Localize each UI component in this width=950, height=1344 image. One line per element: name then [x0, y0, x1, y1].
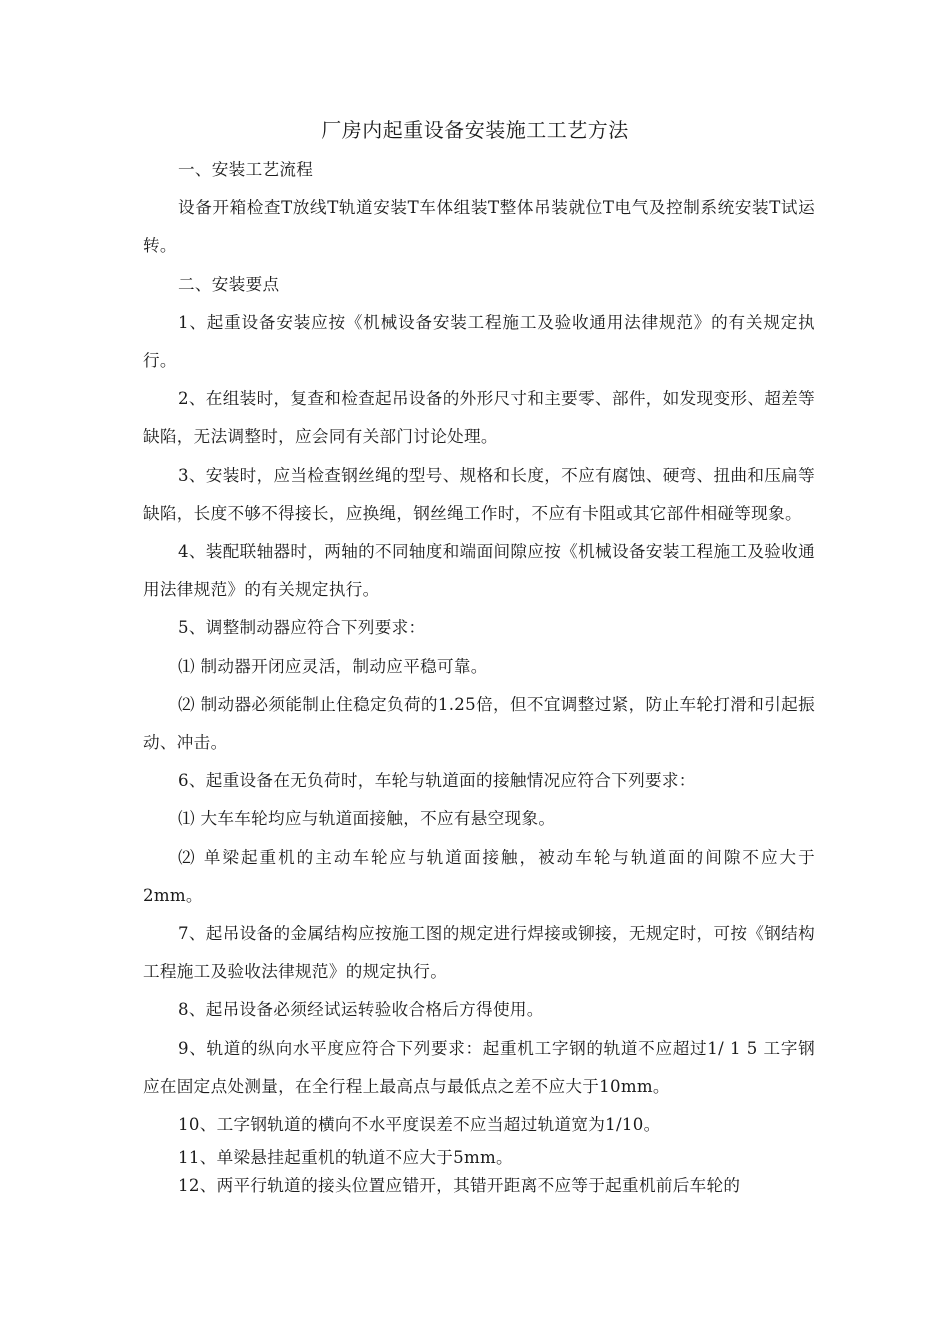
- paragraph-item-9: 9、轨道的纵向水平度应符合下列要求：起重机工字钢的轨道不应超过1/ 1 5 工字钢应在固定点处测量，在全行程上最高点与最低点之差不应大于10mm。: [143, 1038, 815, 1096]
- document-title: 厂房内起重设备安装施工工艺方法: [321, 118, 629, 142]
- paragraph-item-5: 5、调整制动器应符合下列要求：: [178, 618, 426, 638]
- section-heading-process: 一、安装工艺流程: [178, 160, 314, 179]
- section-heading-key-points: 二、安装要点: [178, 274, 280, 294]
- paragraph-item-11: 11、单梁悬挂起重机的轨道不应大于5mm。: [178, 1148, 513, 1168]
- paragraph-item-6-sub-2: ⑵ 单梁起重机的主动车轮应与轨道面接触，被动车轮与轨道面的间隙不应大于2mm。: [143, 847, 815, 905]
- paragraph-item-4: 4、装配联轴器时，两轴的不同轴度和端面间隙应按《机械设备安装工程施工及验收通用法律规范》的有关规定执行。: [143, 542, 815, 600]
- paragraph-item-6-sub-1: ⑴ 大车车轮均应与轨道面接触，不应有悬空现象。: [178, 809, 556, 829]
- paragraph-item-7: 7、起吊设备的金属结构应按施工图的规定进行焊接或铆接，无规定时，可按《钢结构工程施工及验收法律规范》的规定执行。: [143, 924, 815, 982]
- paragraph-item-2: 2、在组装时，复查和检查起吊设备的外形尺寸和主要零、部件，如发现变形、超差等缺陷，无法调整时，应会同有关部门讨论处理。: [143, 389, 815, 447]
- paragraph-item-12: 12、两平行轨道的接头位置应错开，其错开距离不应等于起重机前后车轮的: [178, 1176, 741, 1196]
- paragraph-item-1: 1、起重设备安装应按《机械设备安装工程施工及验收通用法律规范》的有关规定执行。: [143, 312, 815, 371]
- document-body: [143, 151, 815, 1200]
- paragraph-item-3: 3、安装时，应当检查钢丝绳的型号、规格和长度，不应有腐蚀、硬弯、扭曲和压扁等缺陷，长度不够不得接长，应换绳，钢丝绳工作时，不应有卡阻或其它部件相碰等现象。: [143, 465, 815, 523]
- paragraph-item-6: 6、起重设备在无负荷时，车轮与轨道面的接触情况应符合下列要求：: [178, 771, 696, 791]
- paragraph-item-10: 10、工字钢轨道的横向不水平度误差不应当超过轨道宽为1/10。: [178, 1115, 661, 1135]
- paragraph-item-8: 8、起吊设备必须经试运转验收合格后方得使用。: [178, 1000, 544, 1020]
- paragraph-item-5-sub-1: ⑴ 制动器开闭应灵活，制动应平稳可靠。: [178, 656, 488, 676]
- paragraph-item-5-sub-2: ⑵ 制动器必须能制止住稳定负荷的1.25倍，但不宜调整过紧，防止车轮打滑和引起振动、冲击。: [143, 694, 815, 753]
- paragraph-process-flow: 设备开箱检查T放线T轨道安装T车体组装T整体吊装就位T电气及控制系统安装T试运转。: [143, 198, 815, 256]
